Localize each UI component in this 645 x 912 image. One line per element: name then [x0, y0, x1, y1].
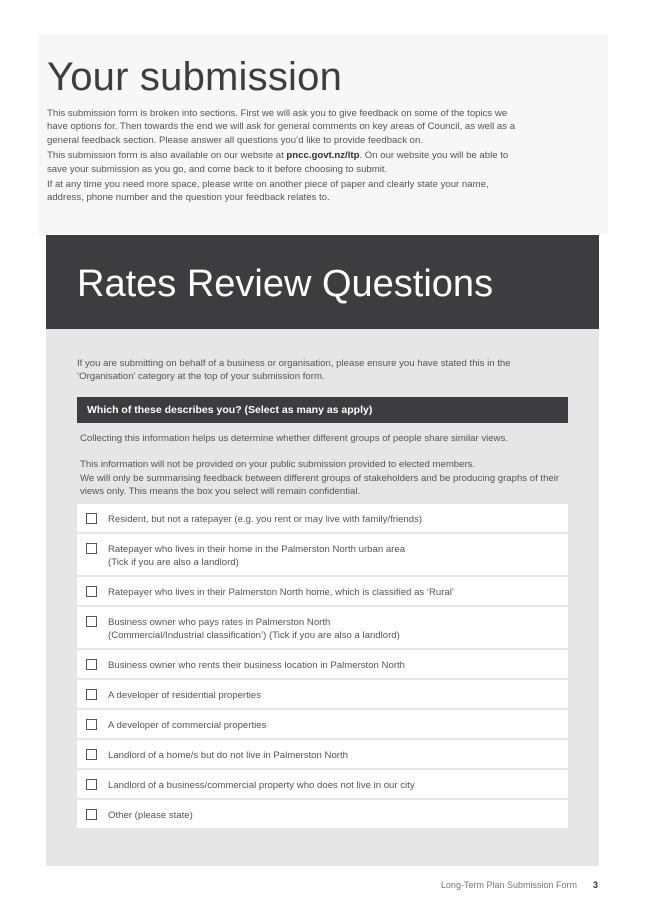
intro-paragraph-3: If at any time you need more space, please write on another piece of paper and clearly state your name, address, phone number and the question your feedback relates to.	[47, 179, 489, 204]
option-sublabel: (Tick if you are also a landlord)	[108, 557, 239, 568]
section-header	[46, 235, 599, 329]
checkbox[interactable]	[86, 809, 97, 820]
checkbox[interactable]	[86, 616, 97, 627]
checkbox[interactable]	[86, 586, 97, 597]
intro-text	[47, 107, 527, 207]
intro-paragraph-2-end: . On our website you will be able to save your submission as you go, and come back to it before choosing to submit.	[47, 150, 509, 175]
help-text-2: This information will not be provided on your public submission provided to elected members.	[80, 459, 476, 471]
page-footer	[441, 880, 598, 890]
checkbox[interactable]	[86, 749, 97, 760]
help-text-3: We will only be summarising feedback between different groups of stakeholders and be producing graphs of their views only. This means the box you select will remain confidential.	[80, 472, 560, 498]
question-heading: Which of these describes you? (Select as many as apply)	[77, 397, 568, 423]
checkbox[interactable]	[86, 513, 97, 524]
intro-paragraph-2	[47, 149, 527, 176]
checkbox[interactable]	[86, 659, 97, 670]
page-number: 3	[592, 880, 598, 890]
checkbox[interactable]	[86, 779, 97, 790]
footer-doc-title: Long-Term Plan Submission Form	[440, 880, 577, 890]
question-help	[80, 432, 560, 499]
option-other[interactable]	[77, 800, 568, 828]
organisation-note: If you are submitting on behalf of a business or organisation, please ensure you have stated this in the ‘Organisation’ category at the top of your submission form.	[77, 358, 511, 383]
option-commercial-developer[interactable]	[77, 710, 568, 738]
checkbox[interactable]	[86, 543, 97, 554]
option-label: Landlord of a home/s but do not live in Palmerston North	[108, 750, 348, 761]
option-label: Business owner who rents their business location in Palmerston North	[108, 660, 406, 671]
option-label: Ratepayer who lives in their home in the Palmerston North urban area	[108, 544, 406, 555]
option-business-owner-rates[interactable]	[77, 607, 568, 648]
section-title: Rates Review Questions	[77, 263, 494, 305]
option-label: Ratepayer who lives in their Palmerston North home, which is classified as ‘Rural’	[108, 587, 455, 598]
options-list	[77, 504, 568, 830]
option-business-owner-rents[interactable]	[77, 650, 568, 678]
help-text-1: Collecting this information helps us determine whether different groups of people share similar views.	[80, 433, 509, 444]
website-link[interactable]: pncc.govt.nz/ltp	[286, 150, 360, 162]
intro-paragraph-2-start: This submission form is also available on our website at	[47, 150, 287, 162]
option-label: Business owner who pays rates in Palmerston North	[108, 617, 331, 628]
option-rural-ratepayer[interactable]	[77, 577, 568, 605]
option-commercial-landlord[interactable]	[77, 770, 568, 798]
option-label: A developer of commercial properties	[108, 720, 267, 731]
option-label: Other (please state)	[108, 810, 193, 821]
page-title: Your submission	[47, 55, 343, 99]
option-label: Landlord of a business/commercial property who does not live in our city	[108, 780, 415, 791]
option-resident[interactable]	[77, 504, 568, 532]
checkbox[interactable]	[86, 719, 97, 730]
option-label: A developer of residential properties	[108, 690, 262, 701]
option-label: Resident, but not a ratepayer (e.g. you rent or may live with family/friends)	[108, 514, 423, 525]
option-residential-developer[interactable]	[77, 680, 568, 708]
intro-paragraph-1: This submission form is broken into sections. First we will ask you to give feedback on some of the topics we have options for. Then towards the end we will ask for general comments on key areas of Council, as well as a general feedback section. Please answer all questions you’d like to provide feedback on.	[47, 108, 516, 146]
option-urban-ratepayer[interactable]	[77, 534, 568, 575]
option-home-landlord[interactable]	[77, 740, 568, 768]
checkbox[interactable]	[86, 689, 97, 700]
option-sublabel: (Commercial/Industrial classification’) (Tick if you are also a landlord)	[108, 630, 400, 641]
